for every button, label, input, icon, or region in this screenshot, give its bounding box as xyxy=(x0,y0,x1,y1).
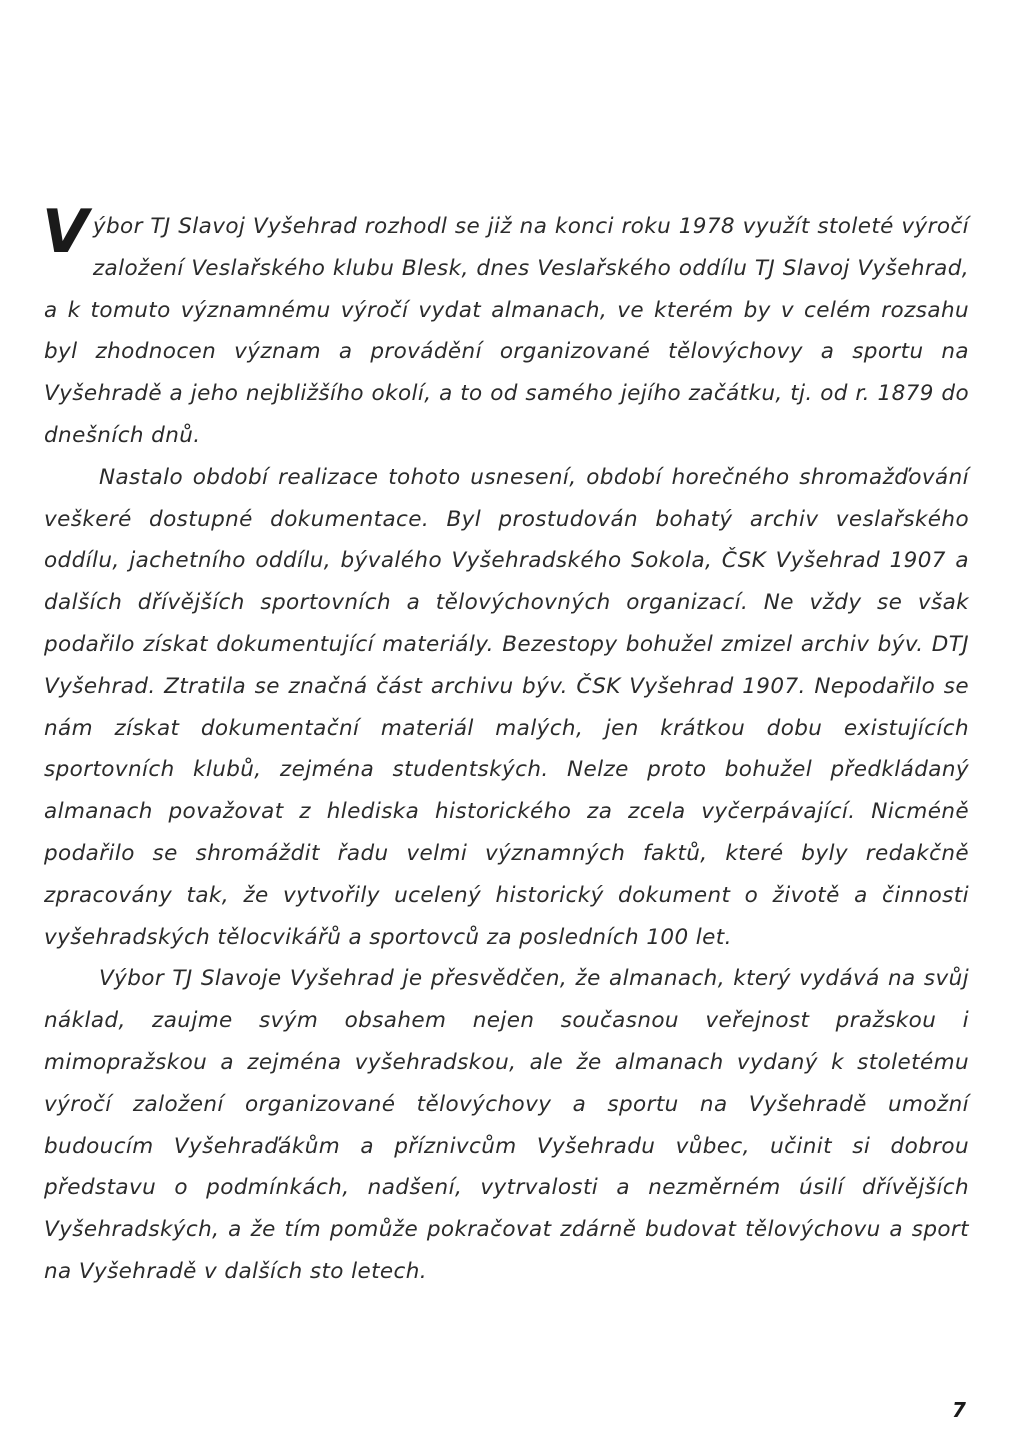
paragraph-1 xyxy=(42,197,969,457)
page-number: 7 xyxy=(952,1398,966,1422)
drop-cap: V xyxy=(42,197,89,267)
paragraph-3: Výbor TJ Slavoje Vyšehrad je přesvědčen, že almanach, který vydává na svůj náklad, zaujme svým obsahem nejen současnou veřejnost pražskou i mimopražskou a zejména vyšehradskou, ale že almanach vydaný k stoletému výročí založení organizované tělovýchovy a sportu na Vyšehradě umožní budoucím Vyšehraďákům a příznivcům Vyšehradu vůbec, učinit si dobrou představu o podmínkách, nadšení, vytrvalosti a nezměrném úsilí dřívějších Vyšehradských, a že tím pomůže pokračovat zdárně budovat tělovýchovu a sport na Vyšehradě v dalších sto letech. xyxy=(44,966,969,1284)
body-text xyxy=(42,197,969,1293)
paragraph-1-text: ýbor TJ Slavoj Vyšehrad rozhodl se již na konci roku 1978 využít stoleté výročí založení Veslařského klubu Blesk, dnes Veslařského oddílu TJ Slavoj Vyšehrad, a k tomuto významnému výročí vydat almanach, ve kterém by v celém rozsahu byl zhodnocen význam a provádění organizované tělovýchovy a sportu na Vyšehradě a jeho nejbližšího okolí, a to od samého jejího začátku, tj. od r. 1879 do dnešních dnů. xyxy=(44,214,969,448)
paragraph-2: Nastalo období realizace tohoto usnesení, období horečného shromažďování veškeré dostupné dokumentace. Byl prostudován bohatý archiv veslařského oddílu, jachetního oddílu, bývalého Vyšehradského Sokola, ČSK Vyšehrad 1907 a dalších dřívějších sportovních a tělovýchovných organizací. Ne vždy se však podařilo získat dokumentující materiály. Bezestopy bohužel zmizel archiv býv. DTJ Vyšehrad. Ztratila se značná část archivu býv. ČSK Vyšehrad 1907. Nepodařilo se nám získat dokumentační materiál malých, jen krátkou dobu existujících sportovních klubů, zejména studentských. Nelze proto bohužel předkládaný almanach považovat z hlediska historického za zcela vyčerpávající. Nicméně podařilo se shromáždit řadu velmi významných faktů, které byly redakčně zpracovány tak, že vytvořily ucelený historický dokument o životě a činnosti vyšehradských tělocvikářů a sportovců za posledních 100 let. xyxy=(44,464,969,950)
